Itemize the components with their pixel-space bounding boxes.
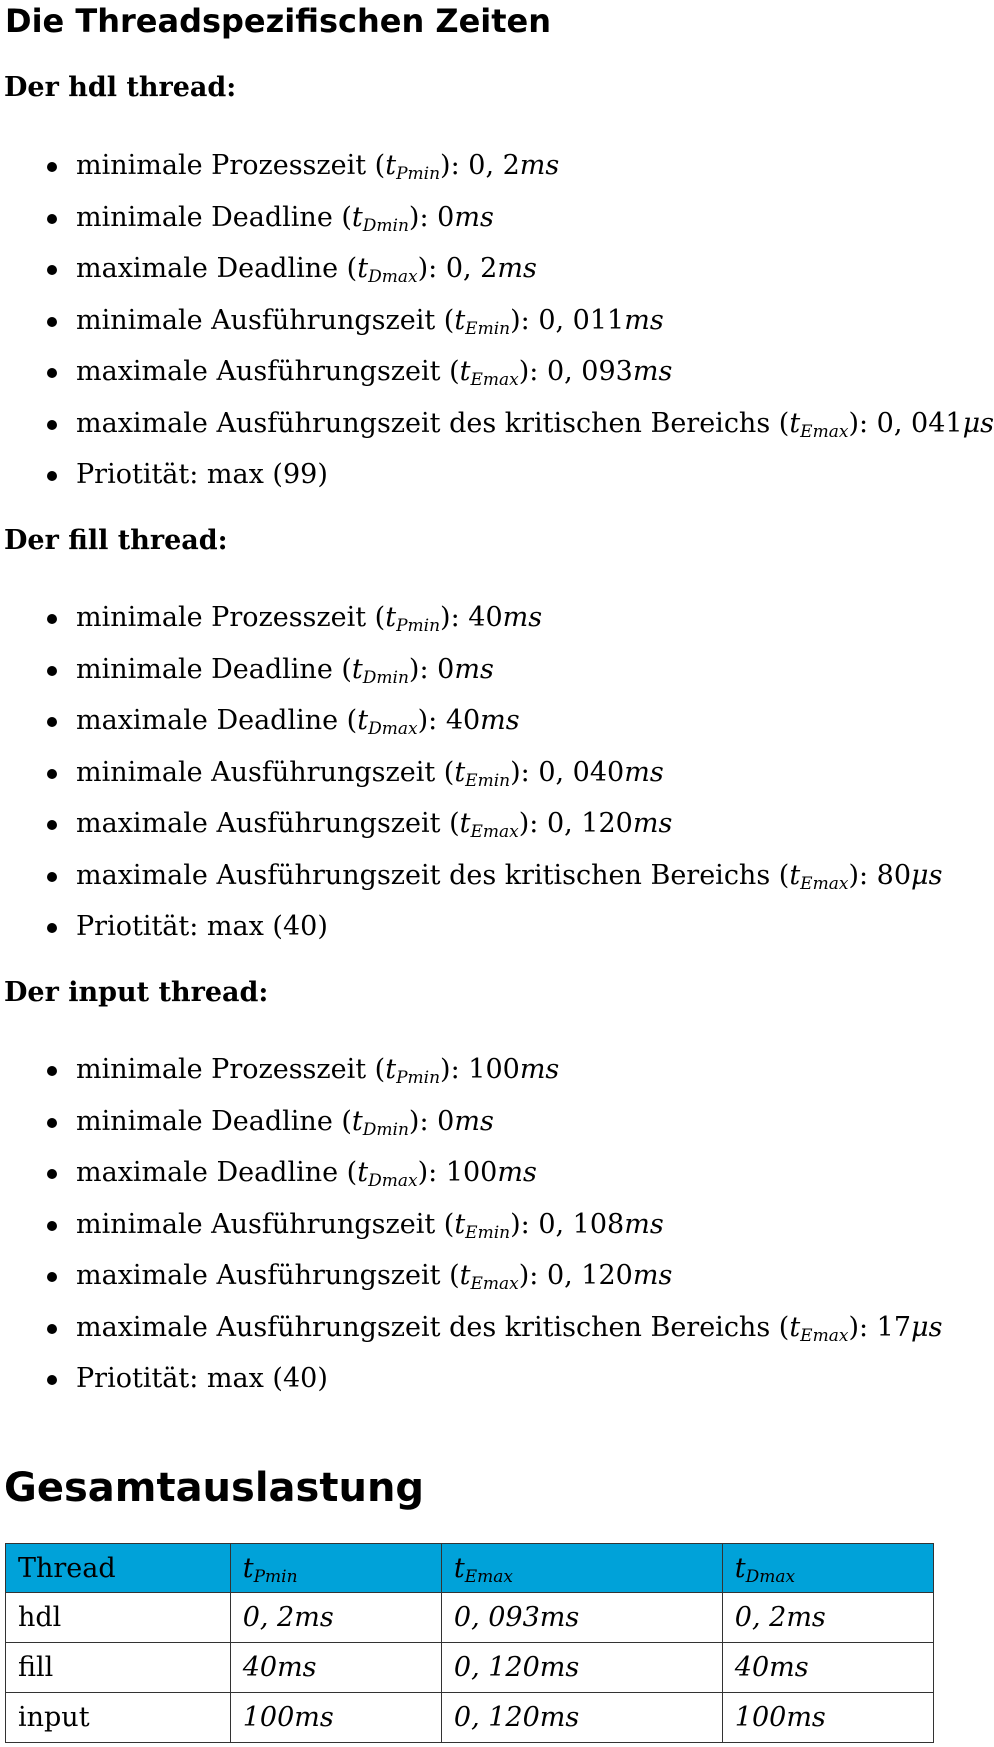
list-item	[0, 798, 954, 850]
item-unit: ms	[624, 756, 664, 788]
item-label-end: ):	[848, 859, 869, 891]
math-variable: t	[459, 1260, 471, 1291]
list-item	[0, 1096, 954, 1148]
math-variable: t	[385, 602, 397, 633]
item-label-end: ):	[510, 304, 530, 336]
item-unit: ms	[454, 201, 494, 233]
math-subscript: Dmin	[362, 1119, 409, 1140]
item-value: 0, 041	[876, 407, 963, 439]
table-cell: 100ms	[230, 1693, 441, 1743]
bullet	[47, 317, 57, 327]
math-variable: t	[459, 356, 471, 387]
item-value: 40	[445, 705, 481, 736]
bullet	[47, 1375, 57, 1385]
item-value: 100	[468, 1054, 520, 1085]
math-variable: t	[351, 653, 363, 685]
math-subscript: Emax	[470, 822, 519, 842]
list-item	[0, 644, 954, 696]
section-title: Die Threadspezifischen Zeiten	[5, 2, 552, 40]
math-variable: t	[385, 150, 397, 181]
item-label-end: ):	[510, 756, 530, 788]
math-variable: t	[789, 1311, 801, 1343]
math-variable: t	[357, 705, 369, 736]
item-unit: ms	[632, 356, 673, 387]
bullet	[47, 1169, 57, 1179]
math-subscript: Pmin	[396, 1068, 441, 1088]
bullet	[47, 471, 57, 481]
item-label: maximale Deadline (	[76, 705, 358, 736]
item-unit: ms	[497, 1157, 537, 1188]
table-row	[6, 1593, 934, 1643]
bullet	[47, 265, 57, 275]
math-subscript: Emax	[470, 1274, 519, 1294]
list-item	[0, 1199, 954, 1251]
item-label-end: ):	[510, 1208, 530, 1240]
list-item	[0, 747, 954, 799]
item-label: maximale Ausführungszeit (	[76, 1260, 460, 1291]
table-body	[6, 1593, 934, 1743]
math-subscript: Pmin	[253, 1566, 298, 1587]
list-item	[0, 695, 954, 747]
bullet	[47, 1272, 57, 1282]
item-value: 0, 120	[546, 1260, 633, 1291]
item-label: minimale Ausführungszeit (	[76, 756, 455, 788]
column-header	[230, 1544, 441, 1593]
bullet	[47, 923, 57, 933]
item-label-end: ):	[848, 407, 869, 439]
item-label: minimale Prozesszeit (	[76, 1054, 386, 1085]
list-item	[0, 1250, 954, 1302]
item-label-end: ):	[408, 653, 429, 685]
table-cell: 40ms	[230, 1643, 441, 1693]
table-cell: 0, 2ms	[230, 1593, 441, 1643]
list-item	[0, 449, 954, 501]
header-label: Thread	[18, 1552, 116, 1584]
table-cell: hdl	[6, 1593, 231, 1643]
item-unit: ms	[519, 1054, 560, 1085]
list-item	[0, 140, 954, 192]
list-item	[0, 346, 954, 398]
list-item	[0, 1353, 954, 1405]
item-label: Priotität: max (99)	[76, 459, 328, 490]
item-value: 0, 040	[538, 756, 625, 788]
item-unit: ms	[454, 1105, 494, 1137]
item-label-end: ):	[518, 1260, 539, 1291]
item-value: 0	[437, 653, 455, 685]
table-cell: 0, 120ms	[441, 1643, 722, 1693]
item-unit: ms	[632, 808, 673, 839]
table-cell: 100ms	[722, 1693, 933, 1743]
item-label: Priotität: max (40)	[76, 911, 328, 942]
list-item	[0, 1147, 954, 1199]
item-value: 0, 108	[538, 1208, 625, 1240]
item-value: 0, 2	[468, 150, 520, 181]
item-label-end: ):	[440, 1054, 460, 1085]
math-subscript: Emax	[800, 873, 849, 894]
bullet	[47, 820, 57, 830]
table-row	[6, 1693, 934, 1743]
math-variable: t	[454, 1208, 466, 1240]
item-value: 0, 011	[538, 304, 625, 336]
table-cell: input	[6, 1693, 231, 1743]
item-label: maximale Deadline (	[76, 253, 358, 284]
math-variable: t	[385, 1054, 397, 1085]
math-subscript: Emax	[800, 421, 849, 442]
bullet	[47, 666, 57, 676]
column-header	[722, 1544, 933, 1593]
bullet	[47, 1221, 57, 1231]
math-variable: t	[453, 1552, 465, 1584]
item-label: minimale Ausführungszeit (	[76, 1208, 455, 1240]
item-unit: ms	[519, 150, 560, 181]
math-subscript: Emax	[470, 370, 519, 390]
item-label: minimale Deadline (	[76, 1105, 352, 1137]
math-variable: t	[454, 756, 466, 788]
math-variable: t	[351, 1105, 363, 1137]
bullet	[47, 614, 57, 624]
item-value: 80	[876, 859, 912, 891]
item-label: Priotität: max (40)	[76, 1363, 328, 1394]
math-variable: t	[789, 859, 801, 891]
bullet	[47, 420, 57, 430]
item-unit: ms	[502, 602, 543, 633]
item-label-end: ):	[440, 602, 460, 633]
math-variable: t	[242, 1552, 254, 1584]
item-label-end: ):	[417, 1157, 438, 1188]
item-value: 0, 093	[546, 356, 633, 387]
item-unit: ms	[624, 1208, 664, 1240]
bullet	[47, 717, 57, 727]
item-label: maximale Ausführungszeit des kritischen Bereichs (	[76, 859, 790, 891]
bullet	[47, 1066, 57, 1076]
item-value: 0	[437, 1105, 455, 1137]
item-label: maximale Ausführungszeit des kritischen Bereichs (	[76, 1311, 790, 1343]
math-subscript: Pmin	[396, 616, 441, 636]
thread-list-hdl	[0, 140, 994, 501]
column-header	[441, 1544, 722, 1593]
math-variable: t	[351, 201, 363, 233]
list-item	[0, 850, 954, 902]
thread-title-fill: Der fill thread:	[4, 525, 228, 556]
item-label-end: ):	[408, 201, 429, 233]
math-variable: t	[734, 1552, 746, 1584]
item-label: minimale Prozesszeit (	[76, 602, 386, 633]
table-header-row	[6, 1544, 934, 1593]
item-value: 100	[445, 1157, 498, 1188]
item-value: 17	[876, 1311, 912, 1343]
thread-list-input	[0, 1044, 954, 1405]
total-title: Gesamtauslastung	[4, 1465, 425, 1511]
bullet	[47, 1324, 57, 1334]
math-subscript: Dmax	[368, 1171, 418, 1191]
item-label-end: ):	[518, 808, 539, 839]
item-value: 40	[468, 602, 503, 633]
table-cell: 0, 093ms	[441, 1593, 722, 1643]
math-subscript: Dmin	[362, 215, 409, 236]
utilization-table	[5, 1543, 934, 1743]
list-item	[0, 901, 954, 953]
list-item	[0, 592, 954, 644]
item-label: minimale Ausführungszeit (	[76, 304, 455, 336]
item-label: minimale Deadline (	[76, 653, 352, 685]
math-subscript: Emax	[464, 1566, 514, 1587]
bullet	[47, 872, 57, 882]
math-subscript: Emin	[465, 770, 511, 791]
thread-title-hdl: Der hdl thread:	[4, 72, 237, 103]
math-variable: t	[454, 304, 466, 336]
table-cell: 0, 120ms	[441, 1693, 722, 1743]
table-cell: 40ms	[722, 1643, 933, 1693]
item-label-end: ):	[408, 1105, 429, 1137]
math-variable: t	[459, 808, 471, 839]
list-item	[0, 243, 954, 295]
bullet	[47, 1118, 57, 1128]
math-subscript: Dmax	[368, 719, 418, 739]
item-label: maximale Ausführungszeit (	[76, 356, 460, 387]
item-value: 0	[437, 201, 455, 233]
item-value: 0, 120	[546, 808, 633, 839]
math-subscript: Dmax	[368, 267, 418, 287]
math-subscript: Emax	[800, 1325, 849, 1346]
math-variable: t	[357, 253, 369, 284]
item-unit: ms	[454, 653, 494, 685]
item-unit: ms	[632, 1260, 673, 1291]
item-label: minimale Prozesszeit (	[76, 150, 386, 181]
column-header	[6, 1544, 231, 1593]
item-unit: μs	[962, 407, 994, 439]
math-subscript: Emin	[465, 1222, 511, 1243]
item-unit: μs	[911, 1311, 943, 1343]
item-unit: ms	[624, 304, 664, 336]
math-subscript: Pmin	[396, 164, 441, 184]
item-unit: μs	[911, 859, 943, 891]
item-label-end: ):	[440, 150, 460, 181]
item-label-end: ):	[848, 1311, 869, 1343]
item-label-end: ):	[417, 253, 438, 284]
bullet	[47, 214, 57, 224]
math-variable: t	[357, 1157, 369, 1188]
item-label-end: ):	[417, 705, 438, 736]
item-label: maximale Deadline (	[76, 1157, 358, 1188]
list-item	[0, 398, 994, 450]
list-item	[0, 295, 954, 347]
item-unit: ms	[480, 705, 520, 736]
bullet	[47, 368, 57, 378]
math-subscript: Emin	[465, 318, 511, 339]
math-subscript: Dmax	[745, 1566, 796, 1587]
table-row	[6, 1643, 934, 1693]
thread-list-fill	[0, 592, 954, 953]
item-label: minimale Deadline (	[76, 201, 352, 233]
thread-title-input: Der input thread:	[4, 977, 269, 1008]
list-item	[0, 1302, 954, 1354]
item-label: maximale Ausführungszeit (	[76, 808, 460, 839]
bullet	[47, 769, 57, 779]
math-subscript: Dmin	[362, 667, 409, 688]
table-cell: 0, 2ms	[722, 1593, 933, 1643]
item-label: maximale Ausführungszeit des kritischen Bereichs (	[76, 407, 790, 439]
list-item	[0, 192, 954, 244]
math-variable: t	[789, 407, 801, 439]
bullet	[47, 162, 57, 172]
list-item	[0, 1044, 954, 1096]
table-cell: fill	[6, 1643, 231, 1693]
item-label-end: ):	[518, 356, 539, 387]
item-unit: ms	[497, 253, 537, 284]
item-value: 0, 2	[445, 253, 498, 284]
